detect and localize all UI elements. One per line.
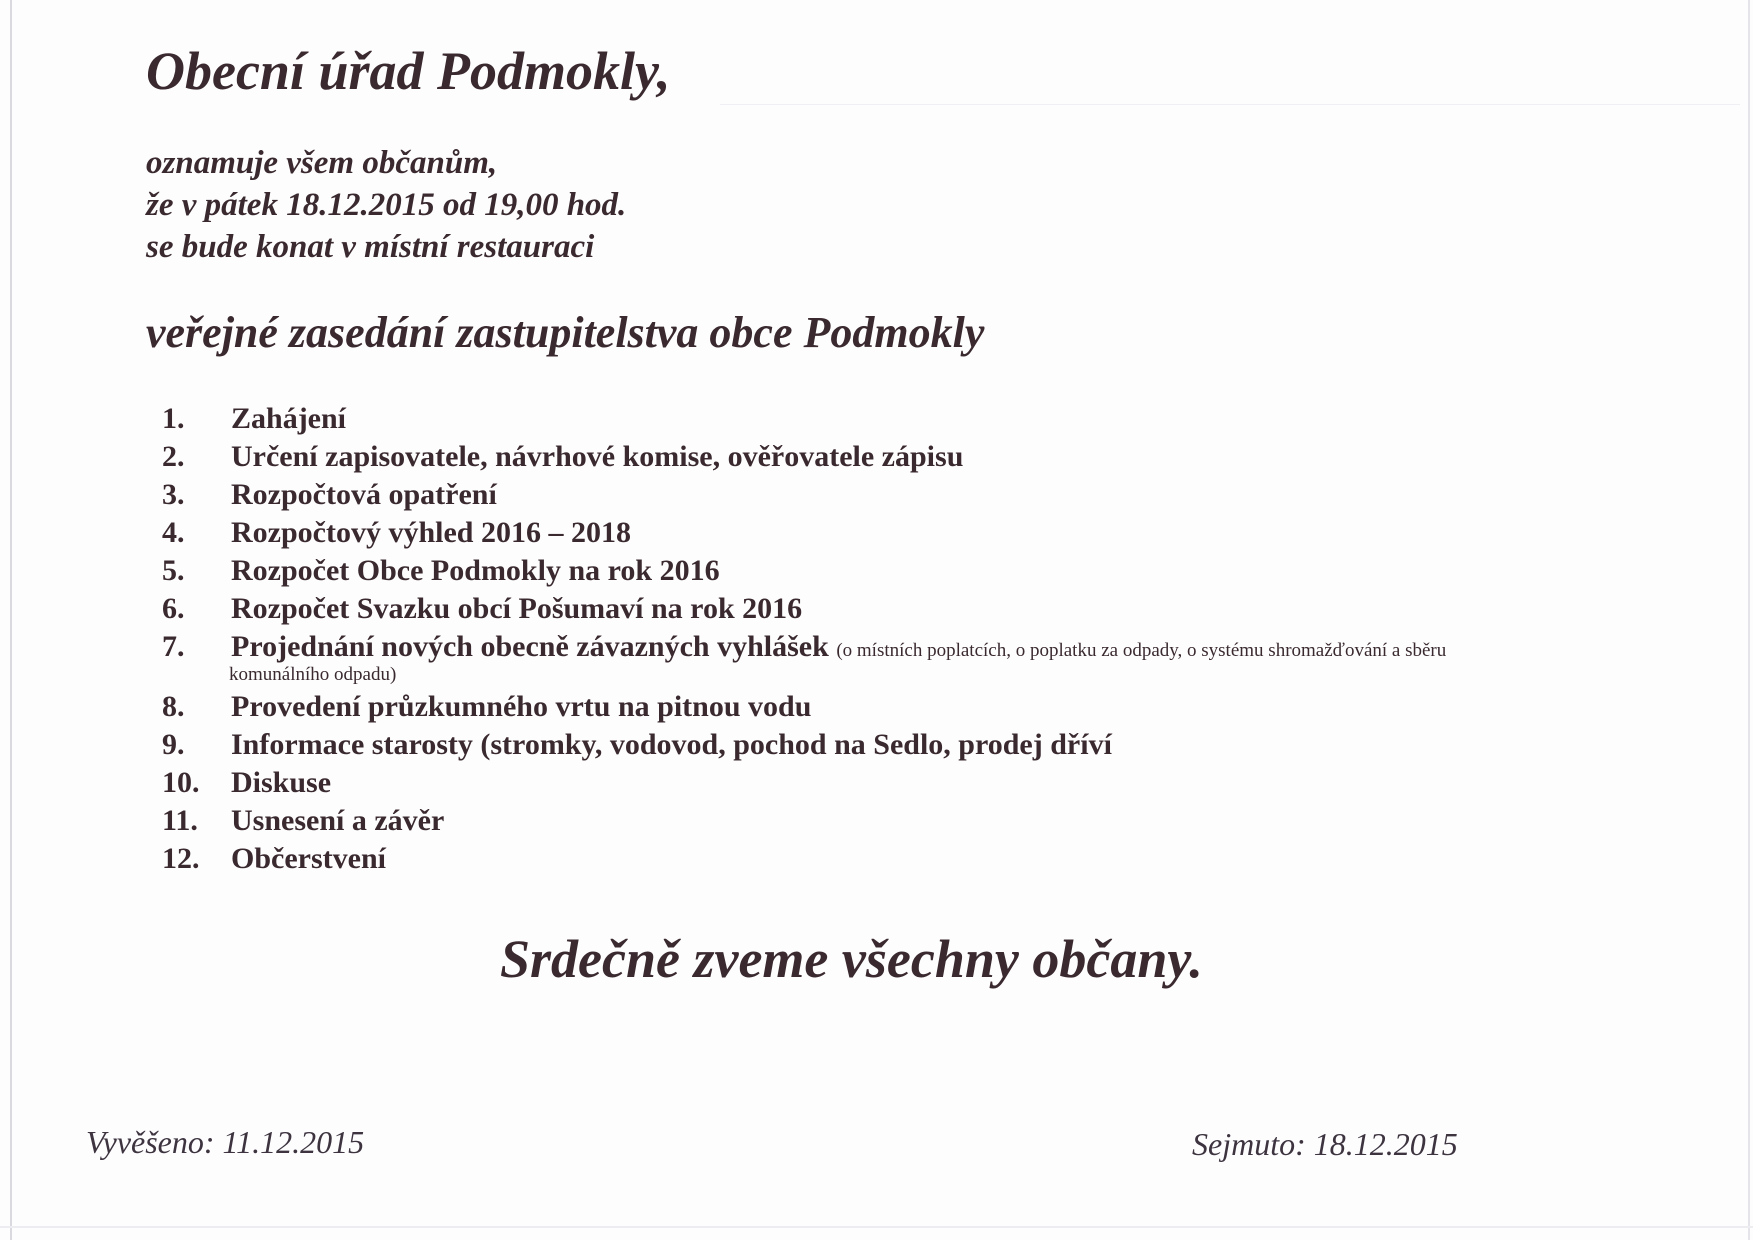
announcement-intro — [146, 142, 626, 268]
agenda-item — [120, 840, 1640, 878]
office-title: Obecní úřad Podmokly, — [146, 41, 671, 101]
agenda-item-number: 6. — [162, 592, 185, 625]
agenda-item-text: Zahájení — [231, 402, 347, 435]
agenda-item-note: (o místních poplatcích, o poplatku za odpady, o systému shromažďování a sběru — [836, 640, 1447, 661]
scan-edge-left — [10, 0, 12, 1240]
scan-edge-right — [1748, 0, 1750, 1240]
agenda-item — [120, 514, 1640, 552]
intro-line: že v pátek 18.12.2015 od 19,00 hod. — [146, 187, 627, 223]
agenda-item-text: Rozpočtová opatření — [231, 478, 497, 511]
agenda-item-text: Informace starosty (stromky, vodovod, pochod na Sedlo, prodej dříví — [231, 728, 1112, 761]
agenda-item — [120, 400, 1640, 438]
scan-edge-bottom — [0, 1226, 1753, 1228]
agenda-item-text: Diskuse — [231, 766, 332, 799]
agenda-item — [120, 476, 1640, 514]
agenda-item-text: Určení zapisovatele, návrhové komise, ověřovatele zápisu — [231, 440, 964, 473]
agenda-item-text: Rozpočet Obce Podmokly na rok 2016 — [231, 554, 720, 587]
agenda-item-text: Rozpočet Svazku obcí Pošumaví na rok 2016 — [231, 592, 803, 625]
agenda-list — [120, 400, 1640, 878]
agenda-item-number: 5. — [162, 554, 185, 587]
removed-date: Sejmuto: 18.12.2015 — [1192, 1126, 1458, 1162]
agenda-item-number: 2. — [162, 440, 185, 473]
scan-artifact-line — [720, 104, 1740, 105]
agenda-item-number: 12. — [162, 842, 200, 875]
agenda-item-text: Projednání nových obecně závazných vyhlášek — [231, 630, 829, 663]
agenda-item-number: 11. — [162, 804, 198, 837]
posted-date: Vyvěšeno: 11.12.2015 — [86, 1124, 365, 1160]
agenda-item — [120, 552, 1640, 590]
intro-line: se bude konat v místní restauraci — [146, 229, 595, 265]
agenda-item-number: 4. — [162, 516, 185, 549]
agenda-item-text: Provedení průzkumného vrtu na pitnou vodu — [231, 690, 812, 723]
intro-line: oznamuje všem občanům, — [146, 145, 498, 181]
agenda-item-number: 9. — [162, 728, 185, 761]
agenda-item-text: Rozpočtový výhled 2016 – 2018 — [231, 516, 631, 549]
agenda-item — [120, 802, 1640, 840]
agenda-item-number: 1. — [162, 402, 185, 435]
agenda-item-text: Usnesení a závěr — [231, 804, 445, 837]
meeting-title: veřejné zasedání zastupitelstva obce Podmokly — [146, 308, 985, 357]
agenda-item — [120, 764, 1640, 802]
agenda-item — [120, 628, 1640, 688]
invitation-text: Srdečně zveme všechny občany. — [500, 929, 1203, 989]
agenda-item — [120, 590, 1640, 628]
agenda-item — [120, 688, 1640, 726]
agenda-item-number: 7. — [162, 630, 185, 663]
agenda-item — [120, 726, 1640, 764]
agenda-item-text: Občerstvení — [231, 842, 386, 875]
agenda-item-number: 3. — [162, 478, 185, 511]
agenda-item-number: 10. — [162, 766, 200, 799]
agenda-item-note-continued: komunálního odpadu) — [229, 664, 397, 685]
agenda-item-number: 8. — [162, 690, 185, 723]
agenda-item — [120, 438, 1640, 476]
